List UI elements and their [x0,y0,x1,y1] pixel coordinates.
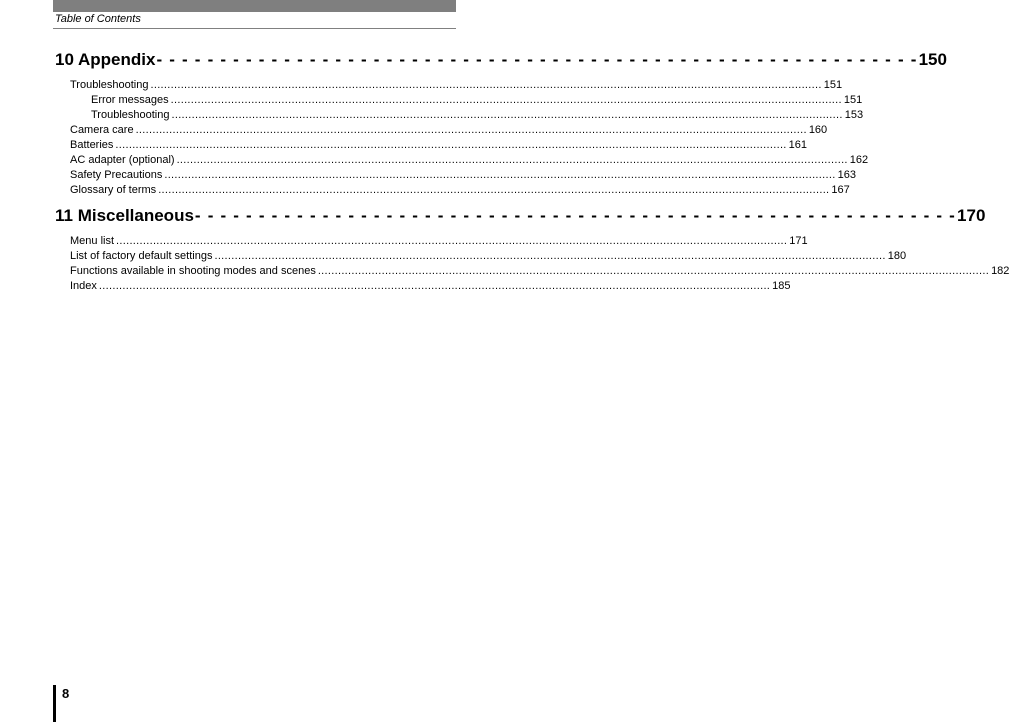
entry-page: 171 [789,235,808,247]
toc-entry[interactable] [55,234,808,249]
entry-leader: ........................................................................................................................................................................................................ [116,235,788,247]
toc-entry[interactable] [55,78,843,93]
entry-page: 151 [843,94,863,106]
entry-title: Troubleshooting [70,79,149,91]
toc-entry[interactable] [55,123,828,138]
entry-title: Glossary of terms [70,184,157,196]
entry-leader: ........................................................................................................................................................................................................ [171,109,843,121]
page-number: 8 [62,686,70,701]
entry-title: Menu list [70,235,115,247]
entry-title: Troubleshooting [91,109,170,121]
toc-entry[interactable] [55,108,864,123]
entry-title: AC adapter (optional) [70,154,175,166]
entry-leader: ........................................................................................................................................................................................................ [176,154,848,166]
entry-leader: ........................................................................................................................................................................................................ [150,79,822,91]
entry-page: 160 [808,124,828,136]
entry-title: Index [70,280,97,292]
entry-page: 163 [837,169,856,181]
chapter-heading[interactable] [55,204,986,228]
entry-title: Safety Precautions [70,169,163,181]
header-label: Table of Contents [55,13,141,25]
entry-title: Camera care [70,124,134,136]
entry-title: List of factory default settings [70,250,213,262]
page-edge-mark [53,685,56,722]
header-rule [53,28,456,29]
toc-entry[interactable] [55,168,856,183]
toc-entry[interactable] [55,264,1009,279]
entry-page: 161 [788,139,808,151]
entry-page: 151 [823,79,843,91]
entry-leader: ........................................................................................................................................................................................................ [164,169,836,181]
entry-page: 180 [887,250,907,262]
chapter-title: 10 Appendix [55,50,156,69]
toc-section-miscellaneous [55,204,1009,294]
entry-page: 185 [772,280,791,292]
entry-page: 153 [844,109,864,121]
entry-leader: ........................................................................................................................................................................................................ [158,184,830,196]
chapter-page: 150 [918,50,947,69]
entry-title: Functions available in shooting modes and scenes [70,265,316,277]
toc-entry[interactable] [55,138,808,153]
chapter-heading[interactable] [55,48,947,72]
chapter-page: 170 [957,206,986,225]
chapter-title: 11 Miscellaneous [55,206,194,225]
entry-title: Batteries [70,139,114,151]
entry-leader: ........................................................................................................................................................................................................ [115,139,787,151]
toc-entry[interactable] [55,249,907,264]
entry-leader: ........................................................................................................................................................................................................ [170,94,842,106]
chapter-leader: - - - - - - - - - - - - - - - - - - - - - - - - - - - - - - - - - - - - - - - - - - - - - - - - - - - - - - - - - - - - [194,206,957,225]
toc-entry[interactable] [55,93,863,108]
entry-title: Error messages [91,94,169,106]
toc-entry[interactable] [55,183,850,198]
header-bar [53,0,456,12]
toc-entry[interactable] [55,279,791,294]
entry-leader: ........................................................................................................................................................................................................ [317,265,990,277]
chapter-leader: - - - - - - - - - - - - - - - - - - - - - - - - - - - - - - - - - - - - - - - - - - - - - - - - - - - - - - - - - - - - [156,50,918,69]
entry-page: 162 [849,154,869,166]
entry-page: 182 [991,265,1009,277]
entry-leader: ........................................................................................................................................................................................................ [98,280,771,292]
toc-section-appendix [55,48,947,198]
entry-page: 167 [831,184,850,196]
entry-leader: ........................................................................................................................................................................................................ [135,124,807,136]
entry-leader: ........................................................................................................................................................................................................ [214,250,886,262]
toc-entry[interactable] [55,153,869,168]
